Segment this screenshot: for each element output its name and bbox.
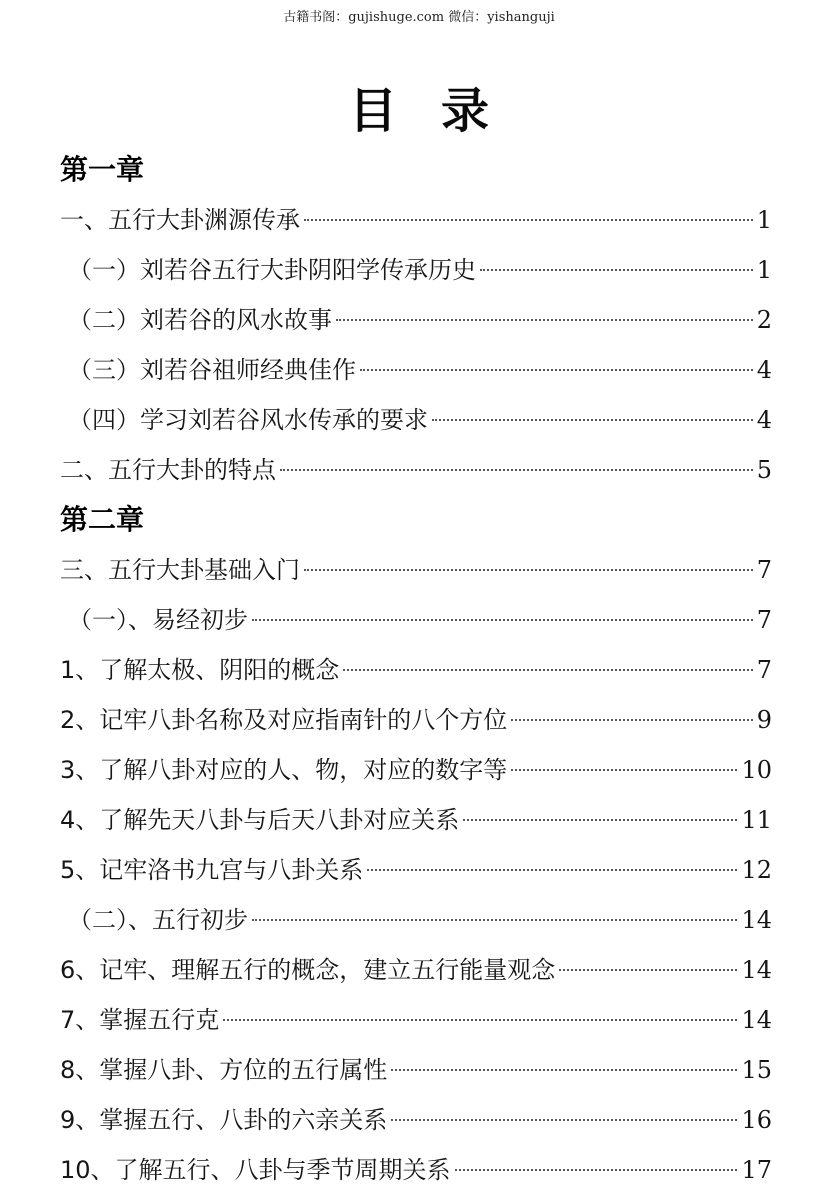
dot-leader bbox=[432, 419, 753, 421]
dot-leader bbox=[360, 369, 753, 371]
toc-page-number: 14 bbox=[741, 906, 772, 934]
toc-entry-label: 9、掌握五行、八卦的六亲关系 bbox=[60, 1106, 388, 1134]
toc-entry[interactable] bbox=[60, 745, 772, 795]
dot-leader bbox=[304, 219, 753, 221]
toc-entry[interactable] bbox=[60, 545, 772, 595]
dot-leader bbox=[559, 969, 737, 971]
toc-entry[interactable] bbox=[60, 695, 772, 745]
dot-leader bbox=[367, 869, 737, 871]
dot-leader bbox=[391, 1069, 737, 1071]
toc-page-number: 14 bbox=[741, 1006, 772, 1034]
toc-entry-label: 8、掌握八卦、方位的五行属性 bbox=[60, 1056, 388, 1084]
toc-page-number: 4 bbox=[756, 356, 772, 384]
toc-entry-label: （三）刘若谷祖师经典佳作 bbox=[68, 356, 356, 384]
toc-entry[interactable] bbox=[60, 945, 772, 995]
toc-entry[interactable] bbox=[60, 645, 772, 695]
toc-page-number: 2 bbox=[756, 306, 772, 334]
toc-entry[interactable] bbox=[60, 895, 772, 945]
dot-leader bbox=[480, 269, 753, 271]
chapter-heading: 第一章 bbox=[60, 153, 145, 186]
toc-page-number: 7 bbox=[756, 556, 772, 584]
toc-entry[interactable] bbox=[60, 395, 772, 445]
toc-entry-label: （二）刘若谷的风水故事 bbox=[68, 306, 332, 334]
toc-entry-label: （四）学习刘若谷风水传承的要求 bbox=[68, 406, 428, 434]
toc-page-number: 11 bbox=[741, 806, 772, 834]
toc-entry-label: 6、记牢、理解五行的概念，建立五行能量观念 bbox=[60, 956, 556, 984]
toc-entry-label: 4、了解先天八卦与后天八卦对应关系 bbox=[60, 806, 460, 834]
page-title: 目录 bbox=[348, 83, 533, 139]
toc-entry[interactable] bbox=[60, 1145, 772, 1195]
toc-entry-label: 10、了解五行、八卦与季节周期关系 bbox=[60, 1156, 451, 1184]
toc-page-number: 10 bbox=[741, 756, 772, 784]
toc-page-number: 7 bbox=[756, 606, 772, 634]
toc-page-number: 15 bbox=[741, 1056, 772, 1084]
toc-page-number: 1 bbox=[756, 206, 772, 234]
toc-entry[interactable] bbox=[60, 195, 772, 245]
toc-page-number: 4 bbox=[756, 406, 772, 434]
toc-page-number: 7 bbox=[756, 656, 772, 684]
dot-leader bbox=[223, 1019, 737, 1021]
toc-entry-label: 三、五行大卦基础入门 bbox=[60, 556, 300, 584]
toc-entry[interactable] bbox=[60, 1045, 772, 1095]
dot-leader bbox=[343, 669, 752, 671]
dot-leader bbox=[455, 1169, 738, 1171]
dot-leader bbox=[391, 1119, 737, 1121]
toc-entry[interactable] bbox=[60, 595, 772, 645]
toc-entry[interactable] bbox=[60, 345, 772, 395]
dot-leader bbox=[252, 919, 737, 921]
toc-page-number: 12 bbox=[741, 856, 772, 884]
dot-leader bbox=[511, 769, 737, 771]
toc-entry-label: 二、五行大卦的特点 bbox=[60, 456, 276, 484]
toc-page-number: 14 bbox=[741, 956, 772, 984]
toc-entry-label: 3、了解八卦对应的人、物，对应的数字等 bbox=[60, 756, 508, 784]
toc-entry-label: 7、掌握五行克 bbox=[60, 1006, 220, 1034]
dot-leader bbox=[280, 469, 753, 471]
dot-leader bbox=[304, 569, 753, 571]
toc-page-number: 17 bbox=[741, 1156, 772, 1184]
toc-entry[interactable] bbox=[60, 295, 772, 345]
toc-entry-label: （二）、五行初步 bbox=[68, 906, 248, 934]
toc-page-number: 16 bbox=[741, 1106, 772, 1134]
toc-page-number: 1 bbox=[756, 256, 772, 284]
toc-entry[interactable] bbox=[60, 245, 772, 295]
toc-entry-label: 5、记牢洛书九宫与八卦关系 bbox=[60, 856, 364, 884]
dot-leader bbox=[511, 719, 752, 721]
toc-entry[interactable] bbox=[60, 1095, 772, 1145]
toc-entry-label: 一、五行大卦渊源传承 bbox=[60, 206, 300, 234]
toc-page-number: 5 bbox=[756, 456, 772, 484]
toc-entry[interactable] bbox=[60, 995, 772, 1045]
toc-entry[interactable] bbox=[60, 445, 772, 495]
toc-page-number: 9 bbox=[756, 706, 772, 734]
table-of-contents bbox=[60, 145, 772, 1195]
toc-entry-label: （一）、易经初步 bbox=[68, 606, 248, 634]
dot-leader bbox=[463, 819, 737, 821]
toc-entry-label: （一）刘若谷五行大卦阴阳学传承历史 bbox=[68, 256, 476, 284]
toc-entry-label: 2、记牢八卦名称及对应指南针的八个方位 bbox=[60, 706, 508, 734]
toc-entry[interactable] bbox=[60, 845, 772, 895]
dot-leader bbox=[336, 319, 753, 321]
chapter-heading: 第二章 bbox=[60, 503, 145, 536]
toc-entry-label: 1、了解太极、阴阳的概念 bbox=[60, 656, 340, 684]
toc-entry[interactable] bbox=[60, 795, 772, 845]
dot-leader bbox=[252, 619, 753, 621]
watermark-text: 古籍书阁：gujishuge.com 微信：yishanguji bbox=[283, 10, 555, 25]
